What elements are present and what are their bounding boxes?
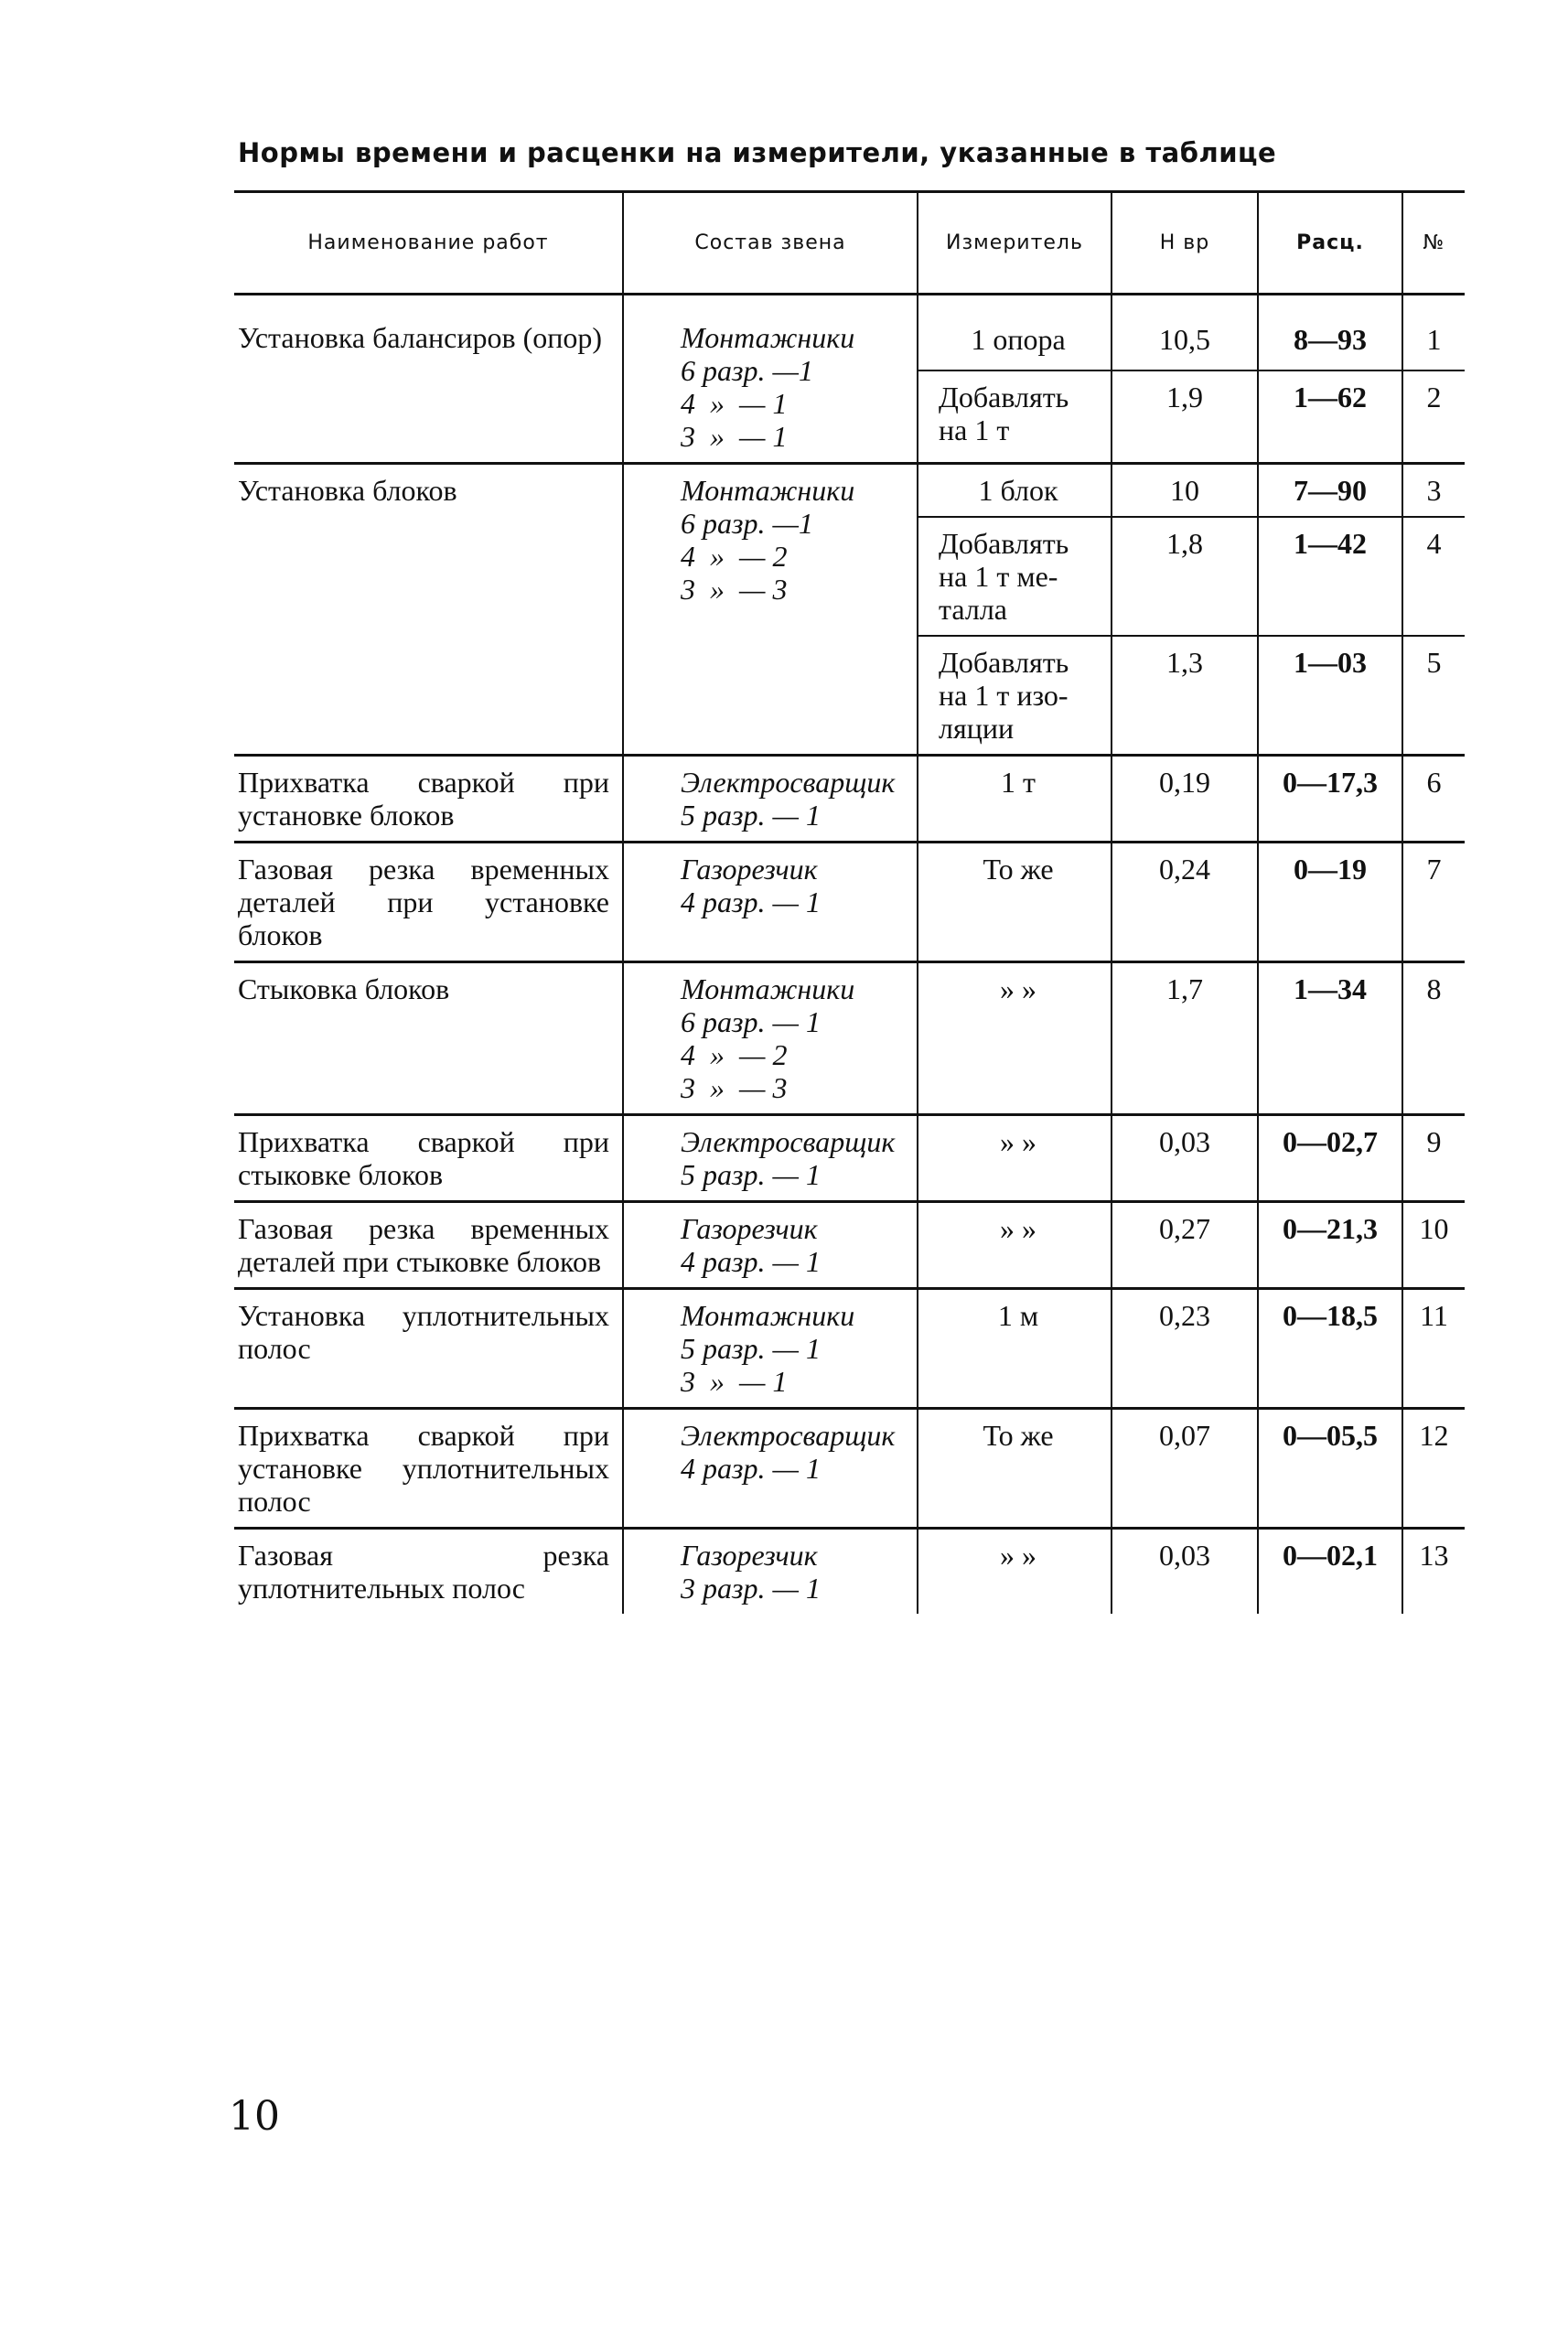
- table-row: [234, 843, 1465, 962]
- crew-composition: [623, 1529, 918, 1615]
- row-number: 3: [1402, 464, 1465, 518]
- work-name: Установка балансиров (опор): [234, 295, 623, 464]
- table-row: [234, 962, 1465, 1115]
- norms-table: [234, 190, 1465, 1614]
- crew-composition: [623, 1289, 918, 1409]
- page-number: 10: [229, 2093, 280, 2140]
- work-name: Газовая резка уплотнительных полос: [234, 1529, 623, 1615]
- rate-value: 0—19: [1258, 843, 1402, 962]
- header-time-norm: Н вр: [1112, 192, 1258, 295]
- table-row: [234, 1409, 1465, 1529]
- crew-line: 4 разр. — 1: [681, 1245, 821, 1278]
- crew-line: Монтажники: [681, 1299, 855, 1332]
- crew-line: 4 » — 2: [681, 540, 788, 573]
- header-crew: Состав звена: [623, 192, 918, 295]
- crew-line: 3 » — 3: [681, 573, 788, 606]
- crew-composition: [623, 962, 918, 1115]
- work-name: Стыковка блоков: [234, 962, 623, 1115]
- work-name: Установка уплотнительных полос: [234, 1289, 623, 1409]
- rate-value: 7—90: [1258, 464, 1402, 518]
- row-number: 5: [1402, 636, 1465, 756]
- crew-line: 3 » — 1: [681, 420, 788, 453]
- rate-value: 1—03: [1258, 636, 1402, 756]
- measure-line: Добавлять: [939, 646, 1069, 679]
- header-name: Наименование работ: [234, 192, 623, 295]
- crew-line: 4 разр. — 1: [681, 886, 821, 918]
- work-name: Прихватка сваркой при установке уплотнительных полос: [234, 1409, 623, 1529]
- table-row: [234, 1115, 1465, 1202]
- measure-line: » »: [1000, 1212, 1036, 1245]
- measure-line: » »: [1000, 972, 1036, 1005]
- time-norm: 0,27: [1112, 1202, 1258, 1289]
- time-norm: 0,23: [1112, 1289, 1258, 1409]
- row-number: 11: [1402, 1289, 1465, 1409]
- measure-line: 1 опора: [971, 323, 1066, 356]
- measure-line: Добавлять: [939, 527, 1069, 560]
- crew-line: Газорезчик: [681, 1539, 818, 1572]
- table-row: [234, 1529, 1465, 1615]
- time-norm: 0,19: [1112, 756, 1258, 843]
- table-body: [234, 295, 1465, 1615]
- row-number: 7: [1402, 843, 1465, 962]
- measure-line: » »: [1000, 1539, 1036, 1572]
- crew-composition: [623, 464, 918, 756]
- time-norm: 1,3: [1112, 636, 1258, 756]
- measure-line: 1 м: [997, 1299, 1039, 1332]
- time-norm: 0,24: [1112, 843, 1258, 962]
- rate-value: 8—93: [1258, 295, 1402, 371]
- crew-line: 5 разр. — 1: [681, 1158, 821, 1191]
- table-row: [234, 756, 1465, 843]
- measure-unit: [918, 1409, 1112, 1529]
- page-title: Нормы времени и расценки на измерители, указанные в таблице: [238, 137, 1277, 168]
- crew-line: 4 разр. — 1: [681, 1452, 821, 1485]
- crew-line: Монтажники: [681, 972, 855, 1005]
- measure-line: на 1 т изо-: [939, 679, 1069, 712]
- time-norm: 0,03: [1112, 1529, 1258, 1615]
- time-norm: 10,5: [1112, 295, 1258, 371]
- row-number: 4: [1402, 517, 1465, 636]
- measure-unit: [918, 843, 1112, 962]
- time-norm: 1,8: [1112, 517, 1258, 636]
- crew-composition: [623, 1115, 918, 1202]
- work-name: Установка блоков: [234, 464, 623, 756]
- crew-line: 6 разр. —1: [681, 507, 813, 540]
- row-number: 10: [1402, 1202, 1465, 1289]
- measure-line: на 1 т: [939, 413, 1010, 447]
- measure-line: Добавлять: [939, 381, 1069, 414]
- header-rate: Расц.: [1258, 192, 1402, 295]
- measure-line: » »: [1000, 1125, 1036, 1158]
- row-number: 12: [1402, 1409, 1465, 1529]
- measure-unit: [918, 1202, 1112, 1289]
- header-row: [234, 192, 1465, 295]
- crew-line: Электросварщик: [681, 766, 896, 799]
- measure-unit: [918, 756, 1112, 843]
- measure-line: на 1 т ме-: [939, 560, 1058, 593]
- time-norm: 0,07: [1112, 1409, 1258, 1529]
- rate-value: 1—34: [1258, 962, 1402, 1115]
- crew-line: 6 разр. — 1: [681, 1005, 821, 1038]
- table-row: [234, 464, 1465, 518]
- row-number: 13: [1402, 1529, 1465, 1615]
- crew-line: 4 » — 1: [681, 387, 788, 420]
- crew-composition: [623, 756, 918, 843]
- crew-composition: [623, 843, 918, 962]
- crew-composition: [623, 1409, 918, 1529]
- row-number: 8: [1402, 962, 1465, 1115]
- measure-unit: [918, 517, 1112, 636]
- crew-line: 6 разр. —1: [681, 354, 813, 387]
- measure-unit: [918, 962, 1112, 1115]
- table-row: [234, 1202, 1465, 1289]
- measure-unit: [918, 295, 1112, 371]
- crew-line: Электросварщик: [681, 1419, 896, 1452]
- rate-value: 0—17,3: [1258, 756, 1402, 843]
- crew-composition: [623, 1202, 918, 1289]
- rate-value: 1—42: [1258, 517, 1402, 636]
- crew-composition: [623, 295, 918, 464]
- crew-line: 4 » — 2: [681, 1038, 788, 1071]
- crew-line: Газорезчик: [681, 1212, 818, 1245]
- row-number: 9: [1402, 1115, 1465, 1202]
- measure-line: То же: [983, 1419, 1054, 1452]
- work-name: Газовая резка временных деталей при стыковке блоков: [234, 1202, 623, 1289]
- measure-line: ляции: [939, 712, 1015, 745]
- row-number: 1: [1402, 295, 1465, 371]
- header-number: №: [1402, 192, 1465, 295]
- row-number: 2: [1402, 370, 1465, 463]
- measure-line: 1 т: [1001, 766, 1036, 799]
- measure-unit: [918, 1115, 1112, 1202]
- rate-value: 1—62: [1258, 370, 1402, 463]
- rate-value: 0—02,1: [1258, 1529, 1402, 1615]
- work-name: Газовая резка временных деталей при установке блоков: [234, 843, 623, 962]
- row-number: 6: [1402, 756, 1465, 843]
- crew-line: 5 разр. — 1: [681, 1332, 821, 1365]
- measure-unit: [918, 1289, 1112, 1409]
- rate-value: 0—18,5: [1258, 1289, 1402, 1409]
- crew-line: Монтажники: [681, 321, 855, 354]
- crew-line: Монтажники: [681, 474, 855, 507]
- crew-line: Газорезчик: [681, 853, 818, 886]
- table-row: [234, 1289, 1465, 1409]
- crew-line: Электросварщик: [681, 1125, 896, 1158]
- rate-value: 0—05,5: [1258, 1409, 1402, 1529]
- measure-unit: [918, 464, 1112, 518]
- measure-unit: [918, 636, 1112, 756]
- time-norm: 1,7: [1112, 962, 1258, 1115]
- measure-line: 1 блок: [978, 474, 1058, 507]
- work-name: Прихватка сваркой при установке блоков: [234, 756, 623, 843]
- time-norm: 10: [1112, 464, 1258, 518]
- crew-line: 3 разр. — 1: [681, 1572, 821, 1605]
- time-norm: 0,03: [1112, 1115, 1258, 1202]
- header-measure: Измеритель: [918, 192, 1112, 295]
- crew-line: 3 » — 3: [681, 1071, 788, 1104]
- measure-unit: [918, 1529, 1112, 1615]
- measure-line: То же: [983, 853, 1054, 886]
- crew-line: 3 » — 1: [681, 1365, 788, 1398]
- measure-unit: [918, 370, 1112, 463]
- time-norm: 1,9: [1112, 370, 1258, 463]
- rate-value: 0—02,7: [1258, 1115, 1402, 1202]
- table-row: [234, 295, 1465, 371]
- rate-value: 0—21,3: [1258, 1202, 1402, 1289]
- work-name: Прихватка сваркой при стыковке блоков: [234, 1115, 623, 1202]
- crew-line: 5 разр. — 1: [681, 799, 821, 832]
- measure-line: талла: [939, 593, 1007, 626]
